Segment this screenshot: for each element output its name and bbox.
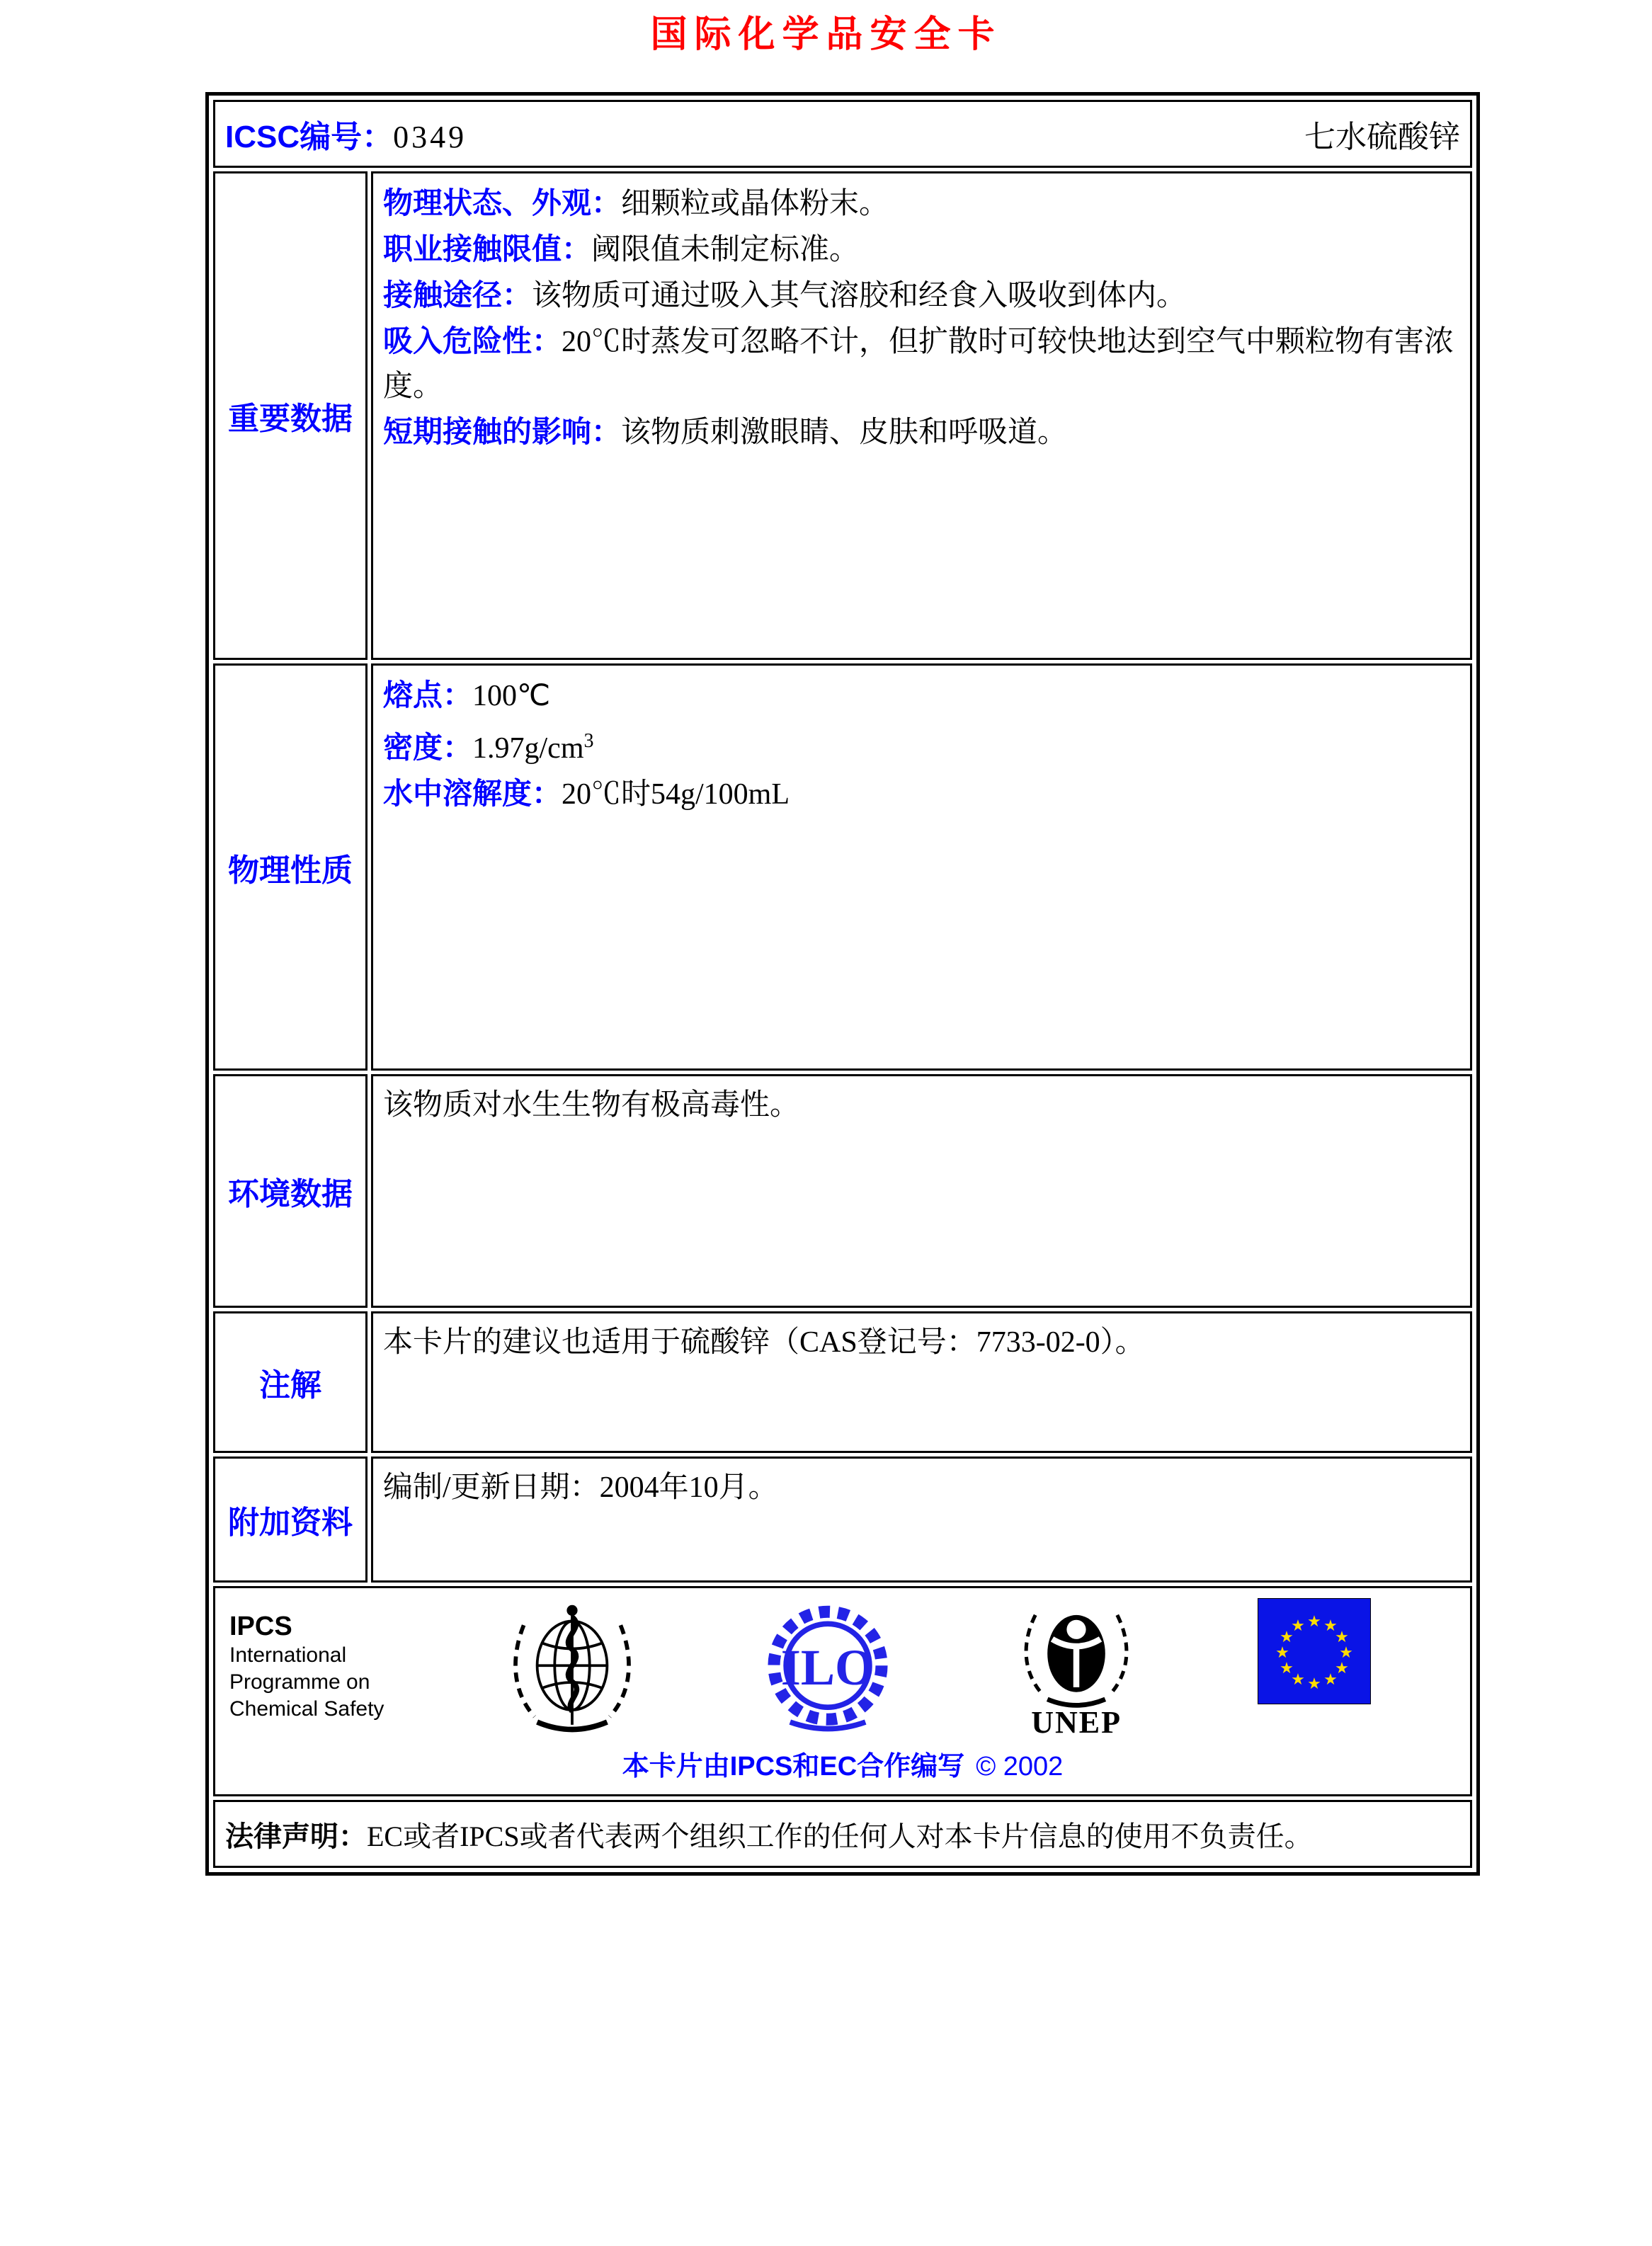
important-data-label: 重要数据	[213, 171, 368, 660]
svg-text:★: ★	[1335, 1629, 1349, 1646]
svg-text:★: ★	[1307, 1675, 1321, 1693]
solubility-entry	[383, 771, 1460, 817]
legal-row	[213, 1800, 1472, 1868]
important-data-content	[371, 171, 1472, 660]
notes-text: 本卡片的建议也适用于硫酸锌（CAS登记号：7733-02-0）。	[383, 1326, 1145, 1359]
additional-info-label: 附加资料	[213, 1457, 368, 1583]
density-value-base: 1.97g/cm	[472, 732, 584, 765]
important-data-row	[213, 171, 1472, 660]
svg-text:★: ★	[1323, 1671, 1338, 1689]
solubility-value: 20℃时54g/100mL	[562, 778, 790, 811]
exposure-limit-term: 职业接触限值：	[383, 232, 592, 266]
additional-info-text: 编制/更新日期：2004年10月。	[383, 1471, 778, 1504]
environmental-data-content	[371, 1074, 1472, 1308]
who-logo-icon	[505, 1598, 639, 1740]
svg-text:★: ★	[1323, 1617, 1338, 1635]
additional-info-row	[213, 1457, 1472, 1583]
ilo-monogram: ILO	[781, 1638, 875, 1696]
logos-strip	[229, 1598, 1456, 1740]
density-value	[472, 732, 593, 765]
physical-state-desc: 细颗粒或晶体粉末。	[621, 188, 889, 220]
copyright-line	[229, 1740, 1456, 1790]
melting-point-value: 100℃	[472, 680, 551, 712]
copyright-year: © 2002	[976, 1752, 1064, 1782]
physical-state-entry	[383, 181, 1460, 227]
physical-properties-content	[371, 663, 1472, 1071]
safety-card	[205, 92, 1480, 1876]
icsc-number-label: ICSC编号：	[225, 120, 394, 154]
organizations-row	[213, 1586, 1472, 1796]
solubility-term: 水中溶解度：	[383, 777, 562, 810]
eu-flag-icon	[1258, 1598, 1371, 1704]
icsc-number-group	[225, 111, 467, 156]
density-value-superscript: 3	[583, 730, 594, 752]
svg-text:★: ★	[1275, 1644, 1289, 1662]
ipcs-subtitle-line2: Programme on	[229, 1670, 370, 1694]
svg-text:★: ★	[1280, 1660, 1294, 1677]
page-title: 国际化学品安全卡	[650, 15, 1002, 55]
exposure-limit-desc: 阈限值未制定标准。	[591, 234, 860, 266]
svg-text:★: ★	[1335, 1660, 1349, 1677]
inhalation-risk-desc: 20℃时蒸发可忽略不计，但扩散时可较快地达到空气中颗粒物有害浓度。	[383, 326, 1454, 403]
copyright-text: 本卡片由IPCS和EC合作编写	[622, 1752, 965, 1782]
short-term-effects-desc: 该物质刺激眼睛、皮肤和呼吸道。	[621, 416, 1068, 449]
unep-label: UNEP	[1031, 1705, 1122, 1740]
chemical-name: 七水硫酸锌	[1304, 120, 1460, 154]
exposure-route-entry	[383, 273, 1460, 319]
environmental-data-text: 该物质对水生生物有极高毒性。	[383, 1089, 800, 1122]
density-term: 密度：	[383, 731, 473, 764]
inhalation-risk-term: 吸入危险性：	[383, 324, 562, 358]
physical-properties-row	[213, 663, 1472, 1071]
svg-text:★: ★	[1291, 1617, 1305, 1635]
ipcs-subtitle-line1: International	[229, 1643, 347, 1667]
melting-point-entry	[383, 673, 1460, 719]
notes-content	[371, 1311, 1472, 1453]
ipcs-subtitle-line3: Chemical Safety	[229, 1697, 384, 1721]
exposure-route-desc: 该物质可通过吸入其气溶胶和经食入吸收到体内。	[532, 280, 1187, 312]
melting-point-term: 熔点：	[383, 678, 473, 712]
environmental-data-label: 环境数据	[213, 1074, 368, 1308]
svg-text:★: ★	[1280, 1629, 1294, 1646]
svg-text:★: ★	[1339, 1644, 1353, 1662]
ipcs-text-block	[229, 1598, 384, 1723]
inhalation-risk-entry	[383, 319, 1460, 409]
unep-logo-icon	[1016, 1598, 1137, 1738]
exposure-limit-entry	[383, 227, 1460, 273]
notes-row	[213, 1311, 1472, 1453]
svg-text:★: ★	[1291, 1671, 1305, 1689]
ilo-logo-icon	[761, 1598, 895, 1740]
exposure-route-term: 接触途径：	[383, 278, 532, 312]
additional-info-content	[371, 1457, 1472, 1583]
ipcs-title: IPCS	[229, 1612, 292, 1641]
physical-properties-label: 物理性质	[213, 663, 368, 1071]
card-header-row	[213, 100, 1472, 168]
svg-text:★: ★	[1307, 1613, 1321, 1631]
legal-statement	[225, 1814, 1313, 1854]
icsc-number-value: 0349	[393, 120, 467, 154]
notes-label: 注解	[213, 1311, 368, 1453]
density-entry	[383, 719, 1460, 771]
environmental-data-row	[213, 1074, 1472, 1308]
legal-label: 法律声明：	[225, 1820, 367, 1852]
short-term-effects-entry	[383, 409, 1460, 455]
legal-text: EC或者IPCS或者代表两个组织工作的任何人对本卡片信息的使用不负责任。	[367, 1820, 1313, 1852]
physical-state-term: 物理状态、外观：	[383, 186, 622, 220]
short-term-effects-term: 短期接触的影响：	[383, 415, 622, 448]
